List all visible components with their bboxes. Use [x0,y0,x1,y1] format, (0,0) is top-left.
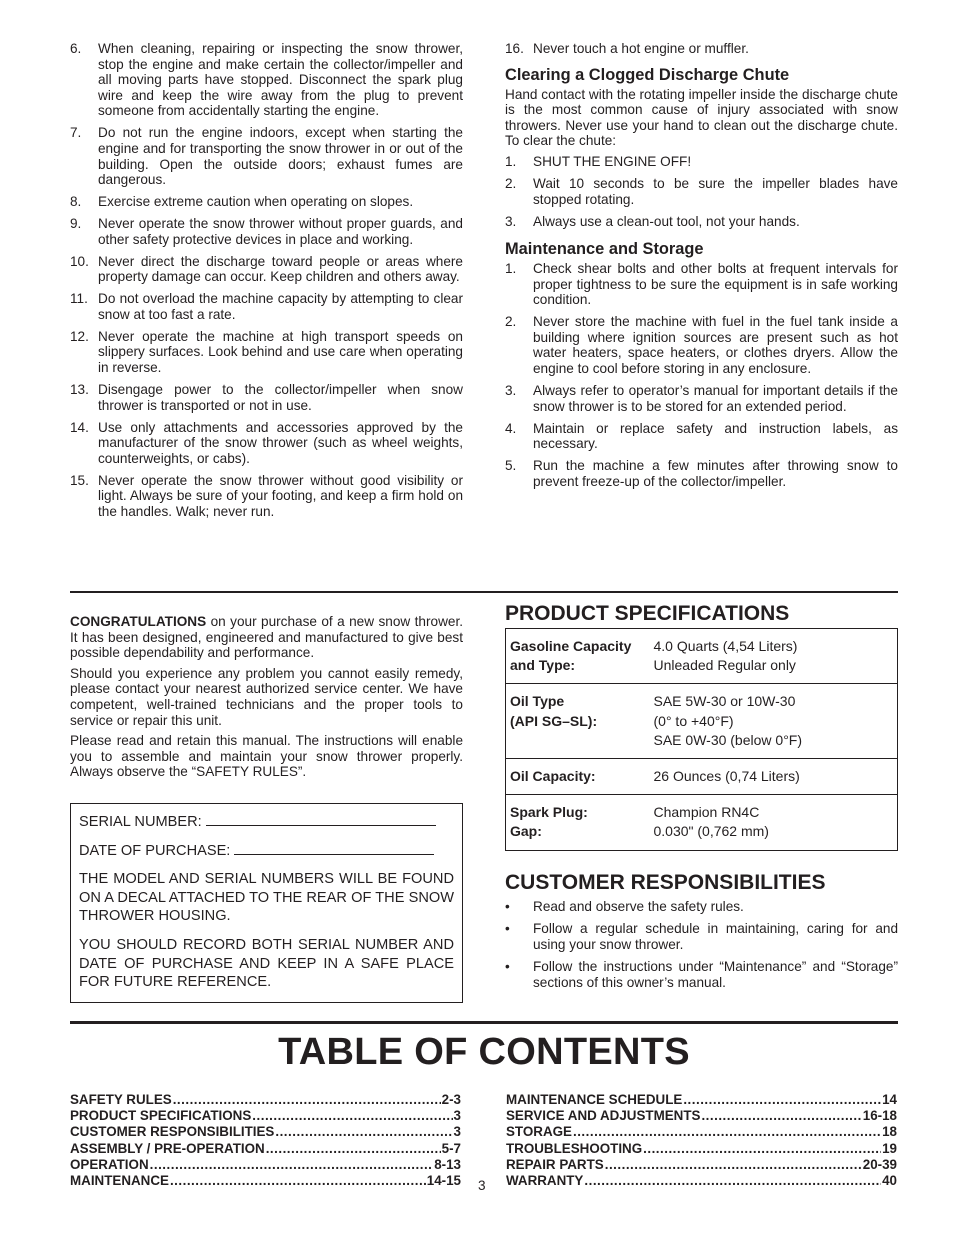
safety-rules-right-column [505,41,898,496]
safety-rule-item: 16. Never touch a hot engine or muffler. [505,41,749,56]
responsibility-item: • Read and observe the safety rules. [505,899,744,914]
toc-entry-assembly[interactable]: ASSEMBLY / PRE-OPERATION ..... 5-7 [70,1141,461,1157]
spec-value: SAE 5W-30 or 10W-30 (0° to +40°F) SAE 0W-30 (below 0°F) [650,684,898,759]
safety-rule-item: 14. Use only attachments and accessories approved by the manufacturer of the snow thrower (such as wheel weights, counterweights, or cabs). [70,419,463,466]
toc-entry-customer-responsibilities[interactable]: CUSTOMER RESPONSIBILITIES ..... 3 [70,1124,461,1140]
toc-divider [70,1021,898,1024]
spec-label: Oil Capacity: [506,759,650,795]
product-specifications-table [505,628,898,851]
clogged-chute-step: 2. Wait 10 seconds to be sure the impeller blades have stopped rotating. [505,175,898,207]
toc-entry-product-specifications[interactable]: PRODUCT SPECIFICATIONS ..... 3 [70,1108,461,1124]
table-of-contents-title: TABLE OF CONTENTS [278,1031,690,1073]
safety-rule-item: 6. When cleaning, repairing or inspecting the snow thrower, stop the engine and make certain the collector/impeller and all moving parts have stopped. Disconnect the spark plug wire and keep the wire away from the plug to prevent someone from accidentally starting the engine. [70,41,463,119]
spec-row-oil-capacity [506,759,898,795]
retain-manual-paragraph: Please read and retain this manual. The instructions will enable you to assemble and maintain your snow thrower properly. Always observe the “SAFETY RULES”. [70,733,463,780]
spec-value: 4.0 Quarts (4,54 Liters) Unleaded Regular only [653,638,798,674]
congratulations-paragraph: CONGRATULATIONS on your purchase of a new snow thrower. It has been designed, engineered and manufactured to give best possible dependability and performance. [70,614,463,661]
maintenance-storage-item: 4. Maintain or replace safety and instruction labels, as necessary. [505,420,898,452]
toc-right-column [506,1092,897,1189]
safety-rule-item: 9. Never operate the snow thrower without proper guards, and other safety protective devices in place and working. [70,216,463,247]
safety-rules-list-cont [505,41,898,57]
clogged-chute-intro: Hand contact with the rotating impeller inside the discharge chute is the most common cause of injury associated with snow throwers. Never use your hand to clean out the discharge chute. To clear the chute: [505,86,898,149]
maintenance-storage-item: 5. Run the machine a few minutes after throwing snow to prevent freeze-up of the collector/impeller. [505,458,898,489]
serial-number-line: SERIAL NUMBER: [79,813,454,832]
customer-responsibilities-section [505,871,898,997]
toc-entry-troubleshooting[interactable]: TROUBLESHOOTING ..... 19 [506,1141,897,1157]
maintenance-storage-heading: Maintenance and Storage [505,240,704,259]
maintenance-storage-item: 3. Always refer to operator’s manual for important details if the snow thrower is to be stored for an extended period. [505,383,898,414]
date-of-purchase-line: DATE OF PURCHASE: [79,842,454,861]
spec-label: Oil Type (API SG–SL): [506,684,650,759]
section-divider [70,591,898,593]
toc-entry-maintenance[interactable]: MAINTENANCE ..... 14-15 [70,1173,461,1189]
maintenance-storage-item: 1. Check shear bolts and other bolts at frequent intervals for proper tightness to be sure the equipment is in safe working condition. [505,261,898,308]
safety-rule-item: 11. Do not overload the machine capacity by attempting to clear snow at too fast a rate. [70,291,463,322]
toc-entry-safety-rules[interactable]: SAFETY RULES ..... 2-3 [70,1092,461,1108]
spec-row-oil-type [506,684,898,759]
safety-rule-item: 8. Exercise extreme caution when operating on slopes. [70,194,414,210]
toc-entry-repair-parts[interactable]: REPAIR PARTS ..... 20-39 [506,1157,897,1173]
safety-rule-item: 12. Never operate the machine at high transport speeds on slippery surfaces. Look behind and use care when operating in reverse. [70,328,463,376]
bullet-icon: • [505,921,510,937]
service-paragraph: Should you experience any problem you cannot easily remedy, please contact your nearest authorized service center. We have competent, well-trained technicians and the proper tools to service or repair this unit. [70,665,463,728]
toc-left-column [70,1092,461,1189]
spec-label: Gasoline Capacity and Type: [510,638,632,674]
safety-rule-item: 13. Disengage power to the collector/impeller when snow thrower is transported or not in use. [70,382,463,413]
toc-entry-service-adjustments[interactable]: SERVICE AND ADJUSTMENTS ..... 16-18 [506,1108,897,1124]
safety-rules-list [70,41,463,520]
maintenance-storage-list [505,261,898,489]
spec-label: Spark Plug: Gap: [506,795,650,850]
toc-entry-warranty[interactable]: WARRANTY ..... 40 [506,1173,897,1189]
serial-number-blank [206,814,436,826]
spec-row-spark-plug [506,795,898,850]
safety-rules-left-column [70,41,463,526]
customer-responsibilities-list [505,899,898,990]
responsibility-item: • Follow the instructions under “Maintenance” and “Storage” sections of this owner’s manual. [505,958,898,990]
bullet-icon: • [505,899,510,914]
maintenance-storage-item: 2. Never store the machine with fuel in the fuel tank inside a building where ignition sources are present such as hot water heaters, space heaters, or clothes dryers. Allow the engine to cool before storing in any enclosure. [505,314,898,377]
clogged-chute-step: 3. Always use a clean-out tool, not your hands. [505,213,800,229]
clogged-chute-step: 1. SHUT THE ENGINE OFF! [505,153,692,169]
spec-row-gasoline [506,629,898,684]
spec-value: Champion RN4C 0.030" (0,762 mm) [650,795,898,850]
intro-section [70,614,463,785]
product-specifications-heading: PRODUCT SPECIFICATIONS [505,602,790,625]
safety-rule-item: 7. Do not run the engine indoors, except when starting the engine and for transporting the snow thrower in or out of the building. Open the outside doors; exhaust fumes are dangerous. [70,125,463,188]
safety-rule-item: 15. Never operate the snow thrower without good visibility or light. Always be sure of your footing, and keep a firm hold on the handles. Walk; never run. [70,472,463,519]
safety-rule-item: 10. Never direct the discharge toward people or areas where property damage can occur. Keep children and others away. [70,253,463,285]
bullet-icon: • [505,958,510,974]
toc-entry-storage[interactable]: STORAGE ..... 18 [506,1124,897,1140]
customer-responsibilities-heading: CUSTOMER RESPONSIBILITIES [505,871,826,894]
clogged-chute-steps [505,154,898,229]
decal-location-note: THE MODEL AND SERIAL NUMBERS WILL BE FOUND ON A DECAL ATTACHED TO THE REAR OF THE SNOW THROWER HOUSING. [79,871,454,925]
toc-entry-operation[interactable]: OPERATION ..... 8-13 [70,1157,461,1173]
serial-number-box [70,803,463,1003]
clogged-chute-heading: Clearing a Clogged Discharge Chute [505,65,790,84]
record-info-note: YOU SHOULD RECORD BOTH SERIAL NUMBER AND DATE OF PURCHASE AND KEEP IN A SAFE PLACE FOR FUTURE REFERENCE. [79,936,454,991]
page-number: 3 [478,1178,486,1193]
date-of-purchase-blank [234,843,434,855]
responsibility-item: • Follow a regular schedule in maintaining, caring for and using your snow thrower. [505,921,898,952]
spec-value: 26 Ounces (0,74 Liters) [650,759,898,795]
toc-entry-maintenance-schedule[interactable]: MAINTENANCE SCHEDULE ..... 14 [506,1092,897,1108]
